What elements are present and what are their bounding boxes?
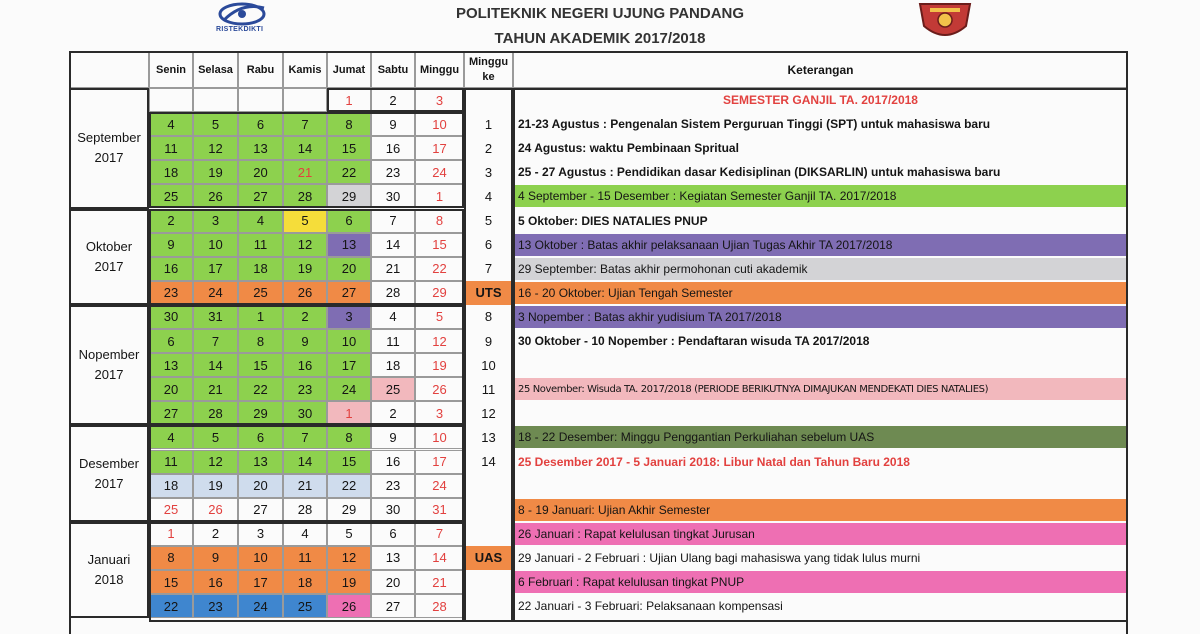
- day-cell: 27: [327, 281, 371, 305]
- day-cell: 24: [415, 474, 464, 498]
- day-cell: 6: [238, 425, 283, 449]
- day-cell: 8: [327, 425, 371, 449]
- day-cell: 23: [371, 474, 415, 498]
- day-cell: 2: [149, 209, 193, 233]
- week-number-header: [464, 51, 513, 88]
- day-cell: 11: [371, 329, 415, 353]
- day-cell: 12: [193, 450, 238, 474]
- day-cell: 30: [371, 498, 415, 522]
- day-cell: 28: [283, 498, 327, 522]
- day-cell: 19: [327, 570, 371, 594]
- day-cell: 17: [193, 257, 238, 281]
- day-cell: 15: [327, 136, 371, 160]
- day-cell: 26: [327, 594, 371, 618]
- week-number: UAS: [464, 546, 513, 570]
- keterangan-note: 4 September - 15 Desember : Kegiatan Semester Ganjil TA. 2017/2018: [515, 185, 1126, 207]
- day-cell: 25: [371, 377, 415, 401]
- day-cell: 3: [238, 522, 283, 546]
- day-cell: 1: [327, 401, 371, 425]
- day-cell: 30: [283, 401, 327, 425]
- keterangan-note: 13 Oktober : Batas akhir pelaksanaan Ujian Tugas Akhir TA 2017/2018: [515, 234, 1126, 256]
- day-cell: 20: [371, 570, 415, 594]
- day-cell: 27: [238, 498, 283, 522]
- day-cell: 5: [283, 209, 327, 233]
- day-cell: 29: [327, 498, 371, 522]
- day-header-jumat: Jumat: [327, 51, 371, 88]
- day-cell: 7: [283, 425, 327, 449]
- month-label-nopember: [69, 305, 149, 426]
- day-cell: 20: [238, 474, 283, 498]
- day-cell: 31: [193, 305, 238, 329]
- page-subtitle: TAHUN AKADEMIK 2017/2018: [494, 30, 706, 47]
- day-cell: 6: [238, 112, 283, 136]
- keterangan-note: [515, 475, 1126, 497]
- day-cell: 19: [193, 474, 238, 498]
- day-cell: 15: [327, 450, 371, 474]
- day-cell: [149, 88, 193, 112]
- day-cell: 29: [238, 401, 283, 425]
- day-cell: 5: [193, 112, 238, 136]
- day-cell: 16: [371, 136, 415, 160]
- day-cell: 10: [415, 425, 464, 449]
- day-cell: 3: [415, 401, 464, 425]
- day-cell: 12: [193, 136, 238, 160]
- day-cell: 17: [415, 136, 464, 160]
- day-cell: 12: [283, 233, 327, 257]
- day-cell: 18: [371, 353, 415, 377]
- day-cell: 13: [327, 233, 371, 257]
- day-cell: 24: [238, 594, 283, 618]
- day-cell: 4: [283, 522, 327, 546]
- day-cell: 24: [193, 281, 238, 305]
- keterangan-note: SEMESTER GANJIL TA. 2017/2018: [723, 93, 918, 108]
- day-cell: 19: [193, 160, 238, 184]
- week-number: 4: [484, 188, 493, 204]
- keterangan-note: 25 - 27 Agustus : Pendidikan dasar Kedisiplinan (DIKSARLIN) untuk mahasiswa baru: [518, 165, 1001, 180]
- week-number: 2: [484, 140, 493, 156]
- day-cell: 28: [371, 281, 415, 305]
- month-name: September: [77, 130, 141, 146]
- day-cell: 9: [149, 233, 193, 257]
- day-cell: 8: [149, 546, 193, 570]
- keterangan-note: 26 Januari : Rapat kelulusan tingkat Jurusan: [515, 523, 1126, 545]
- day-header-sabtu: Sabtu: [371, 51, 415, 88]
- day-cell: 21: [371, 257, 415, 281]
- day-cell: 23: [283, 377, 327, 401]
- day-cell: 6: [371, 522, 415, 546]
- day-cell: 3: [327, 305, 371, 329]
- day-cell: 16: [371, 450, 415, 474]
- week-number: [464, 594, 513, 618]
- day-cell: 2: [371, 88, 415, 112]
- day-cell: 3: [415, 88, 464, 112]
- day-cell: 5: [193, 425, 238, 449]
- keterangan-note: 21-23 Agustus : Pengenalan Sistem Perguruan Tinggi (SPT) untuk mahasiswa baru: [518, 117, 991, 132]
- week-number: 3: [484, 164, 493, 180]
- day-cell: 17: [415, 450, 464, 474]
- day-cell: 28: [415, 594, 464, 618]
- day-cell: 30: [371, 184, 415, 208]
- week-number: 12: [481, 405, 496, 421]
- week-number: 10: [481, 357, 496, 373]
- day-cell: 25: [149, 184, 193, 208]
- day-cell: 2: [283, 305, 327, 329]
- week-number: [464, 498, 513, 522]
- day-cell: 27: [371, 594, 415, 618]
- day-cell: 24: [415, 160, 464, 184]
- week-number: 5: [484, 213, 493, 229]
- day-cell: 12: [415, 329, 464, 353]
- day-cell: 28: [193, 401, 238, 425]
- keterangan-note: 16 - 20 Oktober: Ujian Tengah Semester: [515, 282, 1126, 304]
- day-cell: 26: [283, 281, 327, 305]
- month-label-januari: [69, 522, 149, 618]
- day-cell: [283, 88, 327, 112]
- day-cell: 2: [193, 522, 238, 546]
- day-cell: 1: [238, 305, 283, 329]
- day-cell: 31: [415, 498, 464, 522]
- day-cell: 14: [283, 136, 327, 160]
- day-cell: 10: [238, 546, 283, 570]
- week-number: 11: [481, 381, 496, 397]
- day-cell: 11: [149, 136, 193, 160]
- day-header-selasa: Selasa: [193, 51, 238, 88]
- week-number: [464, 522, 513, 546]
- month-year: 2017: [94, 150, 124, 166]
- day-cell: 23: [149, 281, 193, 305]
- day-cell: 10: [415, 112, 464, 136]
- week-number: 14: [481, 454, 496, 470]
- day-cell: 22: [415, 257, 464, 281]
- day-cell: 22: [327, 160, 371, 184]
- day-header-kamis: Kamis: [283, 51, 327, 88]
- day-cell: 26: [193, 498, 238, 522]
- week-number: UTS: [464, 281, 513, 305]
- day-cell: 25: [283, 594, 327, 618]
- day-cell: 22: [238, 377, 283, 401]
- day-cell: 19: [283, 257, 327, 281]
- keterangan-note: 8 - 19 Januari: Ujian Akhir Semester: [515, 499, 1126, 521]
- keterangan-note: 6 Februari : Rapat kelulusan tingkat PNUP: [515, 571, 1126, 593]
- day-cell: 11: [283, 546, 327, 570]
- keterangan-note: 30 Oktober - 10 Nopember : Pendaftaran wisuda TA 2017/2018: [518, 334, 870, 349]
- day-cell: [193, 88, 238, 112]
- month-header-cell: [69, 51, 149, 88]
- day-cell: 22: [327, 474, 371, 498]
- day-cell: 3: [193, 209, 238, 233]
- week-number-header-line: Minggu: [468, 55, 509, 68]
- day-cell: 9: [371, 112, 415, 136]
- day-cell: 2: [371, 401, 415, 425]
- keterangan-header: Keterangan: [513, 51, 1128, 88]
- day-cell: 5: [415, 305, 464, 329]
- month-year: 2018: [94, 571, 124, 587]
- keterangan-note: 29 Januari - 2 Februari : Ujian Ulang bagi mahasiswa yang tidak lulus murni: [518, 550, 921, 565]
- day-cell: 25: [238, 281, 283, 305]
- week-number: [464, 570, 513, 594]
- day-cell: 1: [327, 88, 371, 112]
- day-cell: 15: [415, 233, 464, 257]
- day-cell: 10: [193, 233, 238, 257]
- page-title: POLITEKNIK NEGERI UJUNG PANDANG: [455, 5, 745, 22]
- day-header-rabu: Rabu: [238, 51, 283, 88]
- ristekdikti-logo: [212, 0, 274, 36]
- day-cell: 9: [193, 546, 238, 570]
- day-cell: 13: [371, 546, 415, 570]
- day-cell: 21: [283, 474, 327, 498]
- day-cell: 14: [193, 353, 238, 377]
- day-cell: 27: [149, 401, 193, 425]
- week-number-header-line: ke: [482, 70, 495, 83]
- keterangan-note: 25 November: Wisuda TA. 2017/2018 (PERIODE BERIKUTNYA DIMAJUKAN MENDEKATI DIES NATALIES): [515, 378, 1126, 400]
- keterangan-note: 29 September: Batas akhir permohonan cuti akademik: [515, 258, 1126, 280]
- month-name: Desember: [79, 455, 139, 471]
- day-header-senin: Senin: [149, 51, 193, 88]
- month-label-desember: [69, 425, 149, 521]
- day-cell: 4: [238, 209, 283, 233]
- week-number: 8: [484, 309, 493, 325]
- day-cell: 26: [193, 184, 238, 208]
- day-cell: 20: [327, 257, 371, 281]
- month-year: 2017: [94, 475, 124, 491]
- day-cell: 11: [149, 450, 193, 474]
- keterangan-note: 25 Desember 2017 - 5 Januari 2018: Libur Natal dan Tahun Baru 2018: [518, 454, 910, 469]
- week-number: 1: [484, 116, 493, 132]
- day-cell: 8: [415, 209, 464, 233]
- logo-caption: RISTEKDIKTI: [216, 26, 264, 33]
- day-cell: 16: [149, 257, 193, 281]
- keterangan-note: 22 Januari - 3 Februari: Pelaksanaan kompensasi: [518, 599, 783, 614]
- day-cell: 6: [327, 209, 371, 233]
- pnup-logo: [918, 0, 972, 47]
- day-cell: 7: [193, 329, 238, 353]
- day-cell: 20: [238, 160, 283, 184]
- month-year: 2017: [94, 367, 124, 383]
- day-cell: 5: [327, 522, 371, 546]
- day-cell: 9: [283, 329, 327, 353]
- day-cell: 8: [327, 112, 371, 136]
- day-cell: 22: [149, 594, 193, 618]
- day-cell: 9: [371, 425, 415, 449]
- day-cell: 16: [193, 570, 238, 594]
- keterangan-note: [515, 354, 1126, 376]
- day-cell: 30: [149, 305, 193, 329]
- day-cell: 14: [371, 233, 415, 257]
- day-cell: 4: [149, 112, 193, 136]
- week-number: 7: [484, 261, 493, 277]
- day-cell: 4: [371, 305, 415, 329]
- week-number: 6: [484, 237, 493, 253]
- month-label-september: [69, 88, 149, 209]
- week-number: [464, 88, 513, 112]
- day-cell: 17: [238, 570, 283, 594]
- day-header-minggu: Minggu: [415, 51, 464, 88]
- week-number: 9: [484, 333, 493, 349]
- day-cell: 18: [149, 474, 193, 498]
- month-year: 2017: [94, 258, 124, 274]
- day-cell: 13: [149, 353, 193, 377]
- day-cell: 12: [327, 546, 371, 570]
- header: [0, 0, 1200, 50]
- day-cell: 18: [238, 257, 283, 281]
- day-cell: 27: [238, 184, 283, 208]
- day-cell: 7: [283, 112, 327, 136]
- day-cell: 14: [415, 546, 464, 570]
- day-cell: [238, 88, 283, 112]
- day-cell: 10: [327, 329, 371, 353]
- day-cell: 15: [238, 353, 283, 377]
- month-name: Oktober: [85, 238, 133, 254]
- day-cell: 19: [415, 353, 464, 377]
- keterangan-note: 3 Nopember : Batas akhir yudisium TA 2017/2018: [515, 306, 1126, 328]
- day-cell: 25: [149, 498, 193, 522]
- day-cell: 29: [327, 184, 371, 208]
- keterangan-note: 5 Oktober: DIES NATALIES PNUP: [518, 213, 708, 228]
- day-cell: 18: [149, 160, 193, 184]
- day-cell: 21: [415, 570, 464, 594]
- day-cell: 24: [327, 377, 371, 401]
- keterangan-note: [515, 402, 1126, 424]
- month-label-oktober: [69, 209, 149, 305]
- day-cell: 18: [283, 570, 327, 594]
- day-cell: 21: [193, 377, 238, 401]
- day-cell: 17: [327, 353, 371, 377]
- day-cell: 4: [149, 425, 193, 449]
- day-cell: 1: [415, 184, 464, 208]
- day-cell: 7: [415, 522, 464, 546]
- day-cell: 7: [371, 209, 415, 233]
- day-cell: 8: [238, 329, 283, 353]
- keterangan-note: 18 - 22 Desember: Minggu Penggantian Perkuliahan sebelum UAS: [515, 426, 1126, 448]
- week-number: [464, 474, 513, 498]
- day-cell: 16: [283, 353, 327, 377]
- week-number: 13: [481, 429, 496, 445]
- keterangan-note: 24 Agustus: waktu Pembinaan Spritual: [518, 141, 739, 156]
- day-cell: 29: [415, 281, 464, 305]
- day-cell: 20: [149, 377, 193, 401]
- day-cell: 11: [238, 233, 283, 257]
- month-name: Januari: [87, 551, 131, 567]
- day-cell: 21: [283, 160, 327, 184]
- day-cell: 23: [371, 160, 415, 184]
- day-cell: 23: [193, 594, 238, 618]
- day-cell: 15: [149, 570, 193, 594]
- day-cell: 1: [149, 522, 193, 546]
- day-cell: 13: [238, 136, 283, 160]
- day-cell: 26: [415, 377, 464, 401]
- day-cell: 28: [283, 184, 327, 208]
- day-cell: 13: [238, 450, 283, 474]
- day-cell: 14: [283, 450, 327, 474]
- month-name: Nopember: [78, 347, 140, 363]
- day-cell: 6: [149, 329, 193, 353]
